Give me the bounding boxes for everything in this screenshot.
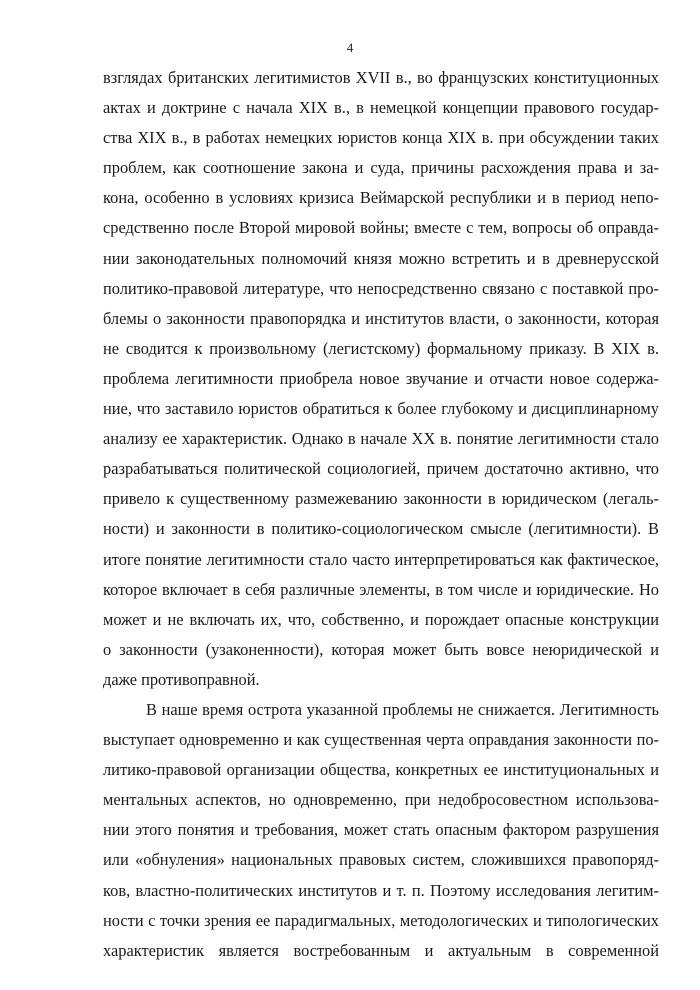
body-text	[103, 63, 659, 966]
text-line: которое включает в себя различные элементы, в том числе и юридические. Но	[103, 579, 659, 599]
text-line: разрабатываться политической социологией, причем достаточно активно, что	[103, 459, 659, 479]
text-line: итоге понятие легитимности стало часто интерпретироваться как фактическое,	[103, 549, 659, 569]
text-line: ства XIX в., в работах немецких юристов конца XIX в. при обсуждении таких	[103, 128, 659, 148]
text-line: не сводится к произвольному (легистскому) формальному приказу. В XIX в.	[103, 338, 659, 358]
paragraph-1	[103, 63, 659, 695]
text-line: нии законодательных полномочий князя можно встретить и в древнерусской	[103, 248, 659, 268]
text-line: выступает одновременно и как существенная черта оправдания законности по-	[103, 730, 659, 750]
text-line: блемы о законности правопорядка и институтов власти, о законности, которая	[103, 308, 659, 328]
page-number: 4	[346, 40, 354, 55]
text-line: ментальных аспектов, но одновременно, при недобросовестном использова-	[103, 790, 659, 810]
text-line: кона, особенно в условиях кризиса Веймарской республики и в период непо-	[103, 188, 659, 208]
text-line: проблем, как соотношение закона и суда, причины расхождения права и за-	[103, 158, 659, 178]
text-line: характеристик является востребованным и актуальным в современной	[103, 940, 659, 960]
text-line: ности) и законности в политико-социологическом смысле (легитимности). В	[103, 519, 659, 539]
text-line: может и не включать их, что, собственно, и порождает опасные конструкции	[103, 609, 659, 629]
text-line: проблема легитимности приобрела новое звучание и отчасти новое содержа-	[103, 368, 659, 388]
text-line: актах и доктрине с начала XIX в., в немецкой концепции правового государ-	[103, 98, 659, 118]
text-line: привело к существенному размежеванию законности в юридическом (легаль-	[103, 489, 659, 509]
text-line: литико-правовой организации общества, конкретных ее институциональных и	[103, 760, 659, 780]
text-line: В наше время острота указанной проблемы не снижается. Легитимность	[146, 699, 659, 719]
text-line: взглядах британских легитимистов XVII в., во французских конституционных	[103, 68, 659, 87]
text-line: о законности (узаконенности), которая может быть вовсе неюридической и	[103, 639, 659, 659]
text-line: политико-правовой литературе, что непосредственно связано с поставкой про-	[103, 278, 659, 298]
paragraph-2	[103, 695, 659, 966]
text-line: ние, что заставило юристов обратиться к более глубокому и дисциплинарному	[103, 399, 659, 419]
text-line: средственно после Второй мировой войны; вместе с тем, вопросы об оправда-	[103, 218, 659, 238]
text-line: ности с точки зрения ее парадигмальных, методологических и типологических	[103, 910, 659, 930]
text-line: ков, властно-политических институтов и т. п. Поэтому исследования легитим-	[103, 880, 659, 900]
text-line: анализу ее характеристик. Однако в начале XX в. понятие легитимности стало	[103, 429, 659, 449]
text-line: или «обнуления» национальных правовых систем, сложившихся правопоряд-	[103, 850, 659, 870]
text-line: даже противоправной.	[103, 669, 260, 689]
text-line: нии этого понятия и требования, может стать опасным фактором разрушения	[103, 820, 659, 840]
